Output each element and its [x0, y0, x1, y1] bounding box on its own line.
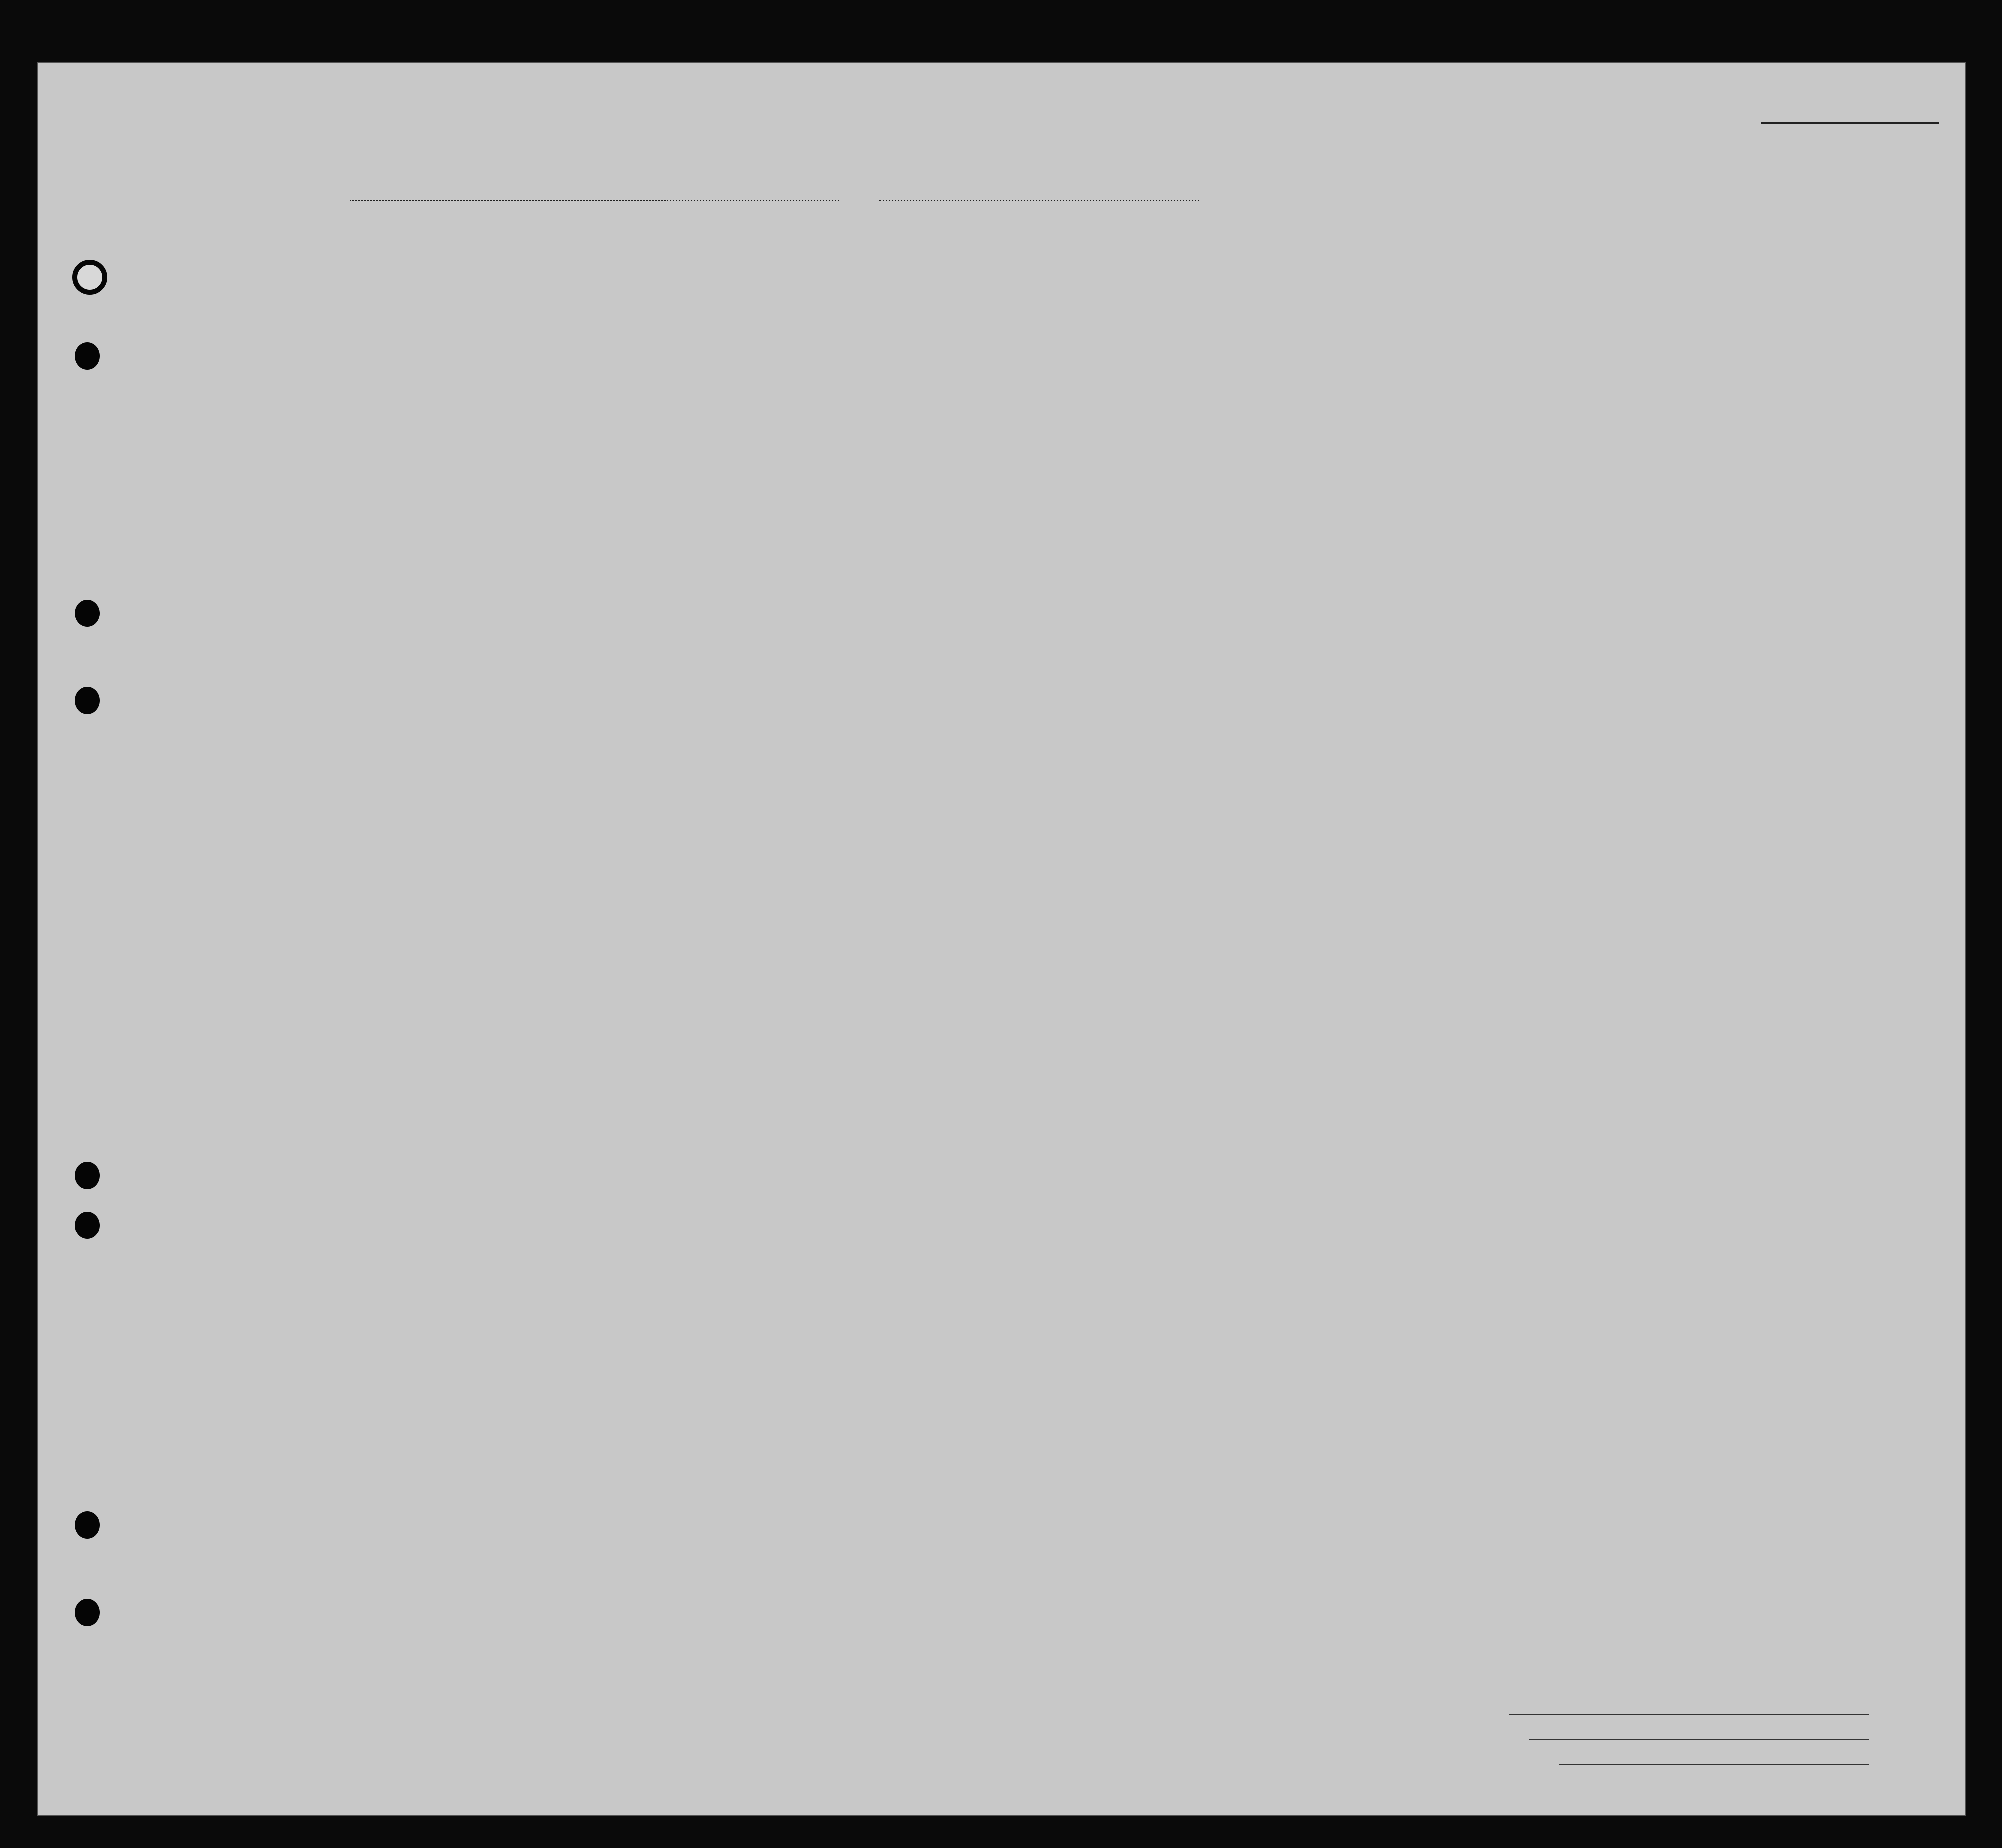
owners-rule [1529, 1739, 1869, 1740]
agents-rule [1559, 1764, 1869, 1765]
line-rule [1509, 1714, 1869, 1715]
